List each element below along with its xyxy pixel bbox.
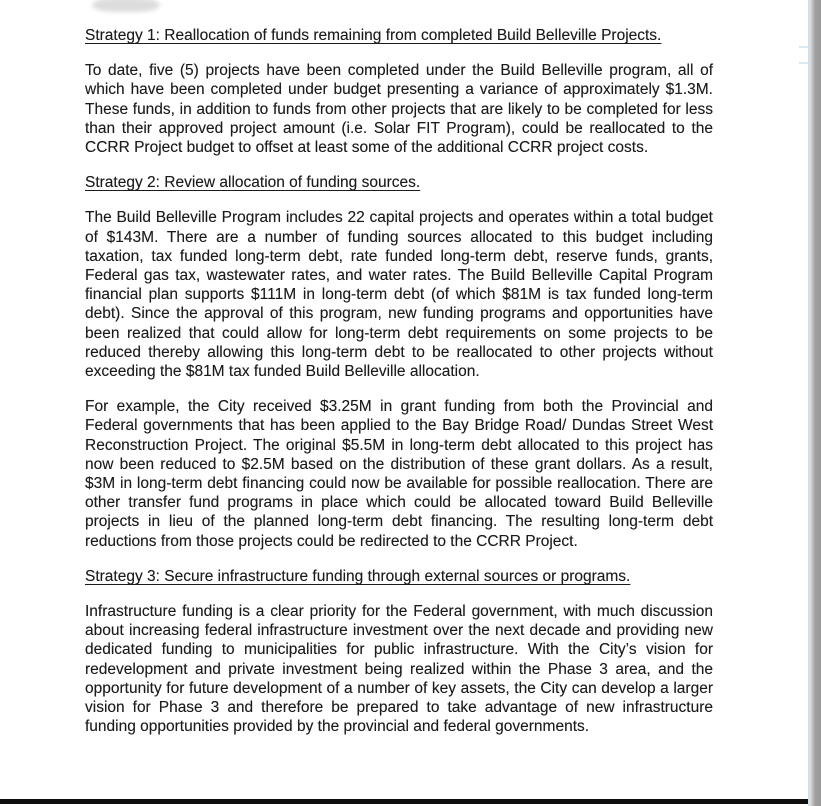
document-content xyxy=(85,10,713,753)
scan-bottom-bar xyxy=(0,799,808,804)
body-paragraph: For example, the City received $3.25M in grant funding from both the Provincial and Federal governments that has been applied to the Bay Bridge Road/ Dundas Street West Reconstruction Project. The original $5.5M in long-term debt allocated to this project has now been reduced to $2.5M based on the distribution of these grant dollars. As a result, $3M in long-term debt financing could now be available for possible reallocation. There are other transfer fund programs in place which could be allocated toward Build Belleville projects in lieu of the planned long-term debt financing. The resulting long-term debt reductions from those projects could be redirected to the CCRR Project. xyxy=(85,398,713,550)
scan-artifact-mark xyxy=(799,46,808,48)
scan-artifact-mark xyxy=(799,62,808,64)
strategy-heading: Strategy 2: Review allocation of funding sources. xyxy=(85,174,421,192)
body-paragraph: The Build Belleville Program includes 22 capital projects and operates within a total budget of $143M. There are a number of funding sources allocated to this budget including taxation, tax funded long-term debt, rate funded long-term debt, reserve funds, grants, Federal gas tax, wastewater rates, and water rates. The Build Belleville Capital Program financial plan supports $111M in long-term debt (of which $81M is tax funded long-term debt). Since the approval of this program, new funding programs and opportunities have been realized that could allow for long-term debt requirements on some projects to be reduced thereby allowing this long-term debt to be reallocated to other projects without exceeding the $81M tax funded Build Belleville allocation. xyxy=(85,209,713,381)
scan-edge-strip xyxy=(810,0,821,806)
body-paragraph: Infrastructure funding is a clear priority for the Federal government, with much discussion about increasing federal infrastructure investment over the next decade and providing new dedicated funding to municipalities for public infrastructure. With the City’s vision for redevelopment and private investment being realized within the Phase 3 area, and the opportunity for future development of a number of key assets, the City can develop a larger vision for Phase 3 and therefore be prepared to take advantage of new infrastructure funding opportunities provided by the provincial and federal governments. xyxy=(85,603,713,736)
strategy-heading: Strategy 1: Reallocation of funds remaining from completed Build Belleville Projects. xyxy=(85,27,662,44)
strategy-heading: Strategy 3: Secure infrastructure funding through external sources or programs. xyxy=(85,567,631,585)
body-paragraph: To date, five (5) projects have been completed under the Build Belleville program, all of which have been completed under budget presenting a variance of approximately $1.3M. These funds, in addition to funds from other projects that are likely to be completed for less than their approved project amount (i.e. Solar FIT Program), could be reallocated to the CCRR Project budget to offset at least some of the additional CCRR project costs. xyxy=(85,62,713,157)
